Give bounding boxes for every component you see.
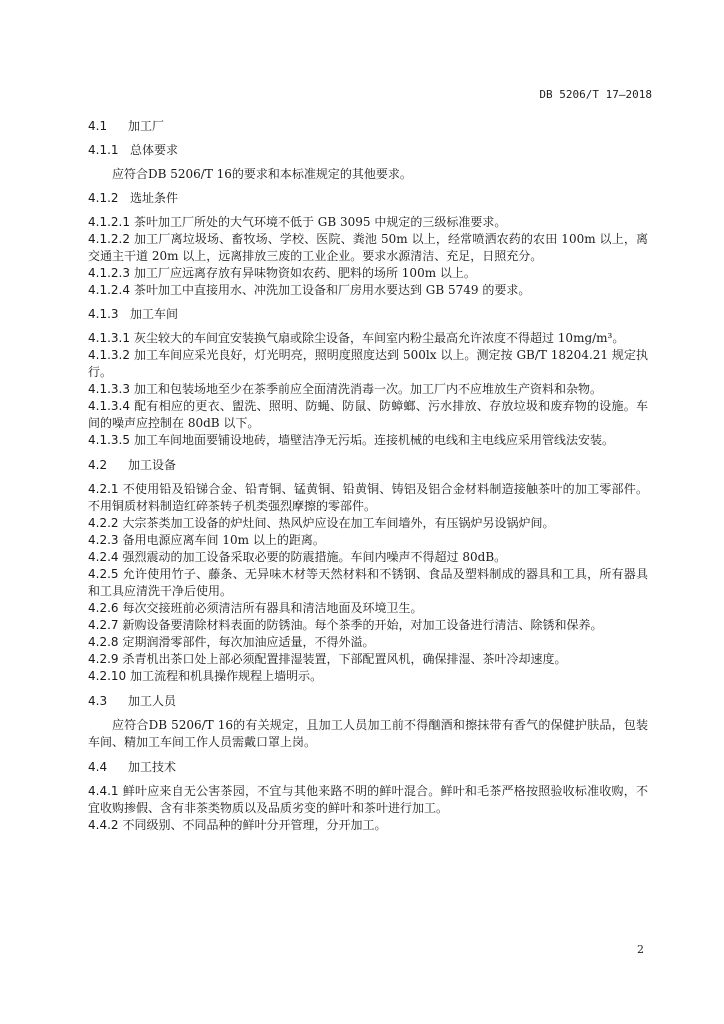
clause-number: 4.2.8 (88, 635, 119, 649)
section-number: 4.1.1 (88, 143, 119, 157)
section-title: 加工设备 (128, 458, 177, 472)
section-heading (88, 759, 648, 776)
clause-number: 4.2.3 (88, 533, 119, 547)
clause-number: 4.1.3.5 (88, 433, 130, 447)
section-number: 4.1.2 (88, 191, 119, 205)
clause-number: 4.2.6 (88, 601, 119, 615)
section-title: 加工厂 (128, 119, 165, 133)
paragraph: 应符合DB 5206/T 16的要求和本标准规定的其他要求。 (112, 167, 412, 181)
section-number: 4.3 (88, 694, 108, 708)
clause-text: 备用电源应离车间 10m 以上的距离。 (122, 533, 325, 547)
section-title: 选址条件 (130, 191, 179, 205)
clause-text: 加工车间地面要铺设地砖，墙壁洁净无污垢。连接机械的电线和主电线应采用管线法安装。 (133, 433, 614, 447)
clause (88, 265, 648, 282)
clause-number: 4.2.7 (88, 618, 119, 632)
section-heading (88, 142, 648, 159)
clause-text: 杀青机出茶口处上部必须配置排湿装置，下部配置风机，确保排湿、茶叶冷却速度。 (122, 652, 567, 666)
clause-text: 加工厂应远离存放有异味物资如农药、肥料的场所 100m 以上。 (133, 266, 476, 280)
clause-number: 4.2.9 (88, 652, 119, 666)
clause-text: 茶叶加工厂所处的大气环境不低于 GB 3095 中规定的三级标准要求。 (133, 215, 507, 229)
clause (88, 783, 648, 817)
clause-number: 4.1.2.1 (88, 215, 130, 229)
clause (88, 817, 648, 834)
clause-number: 4.2.5 (88, 567, 119, 581)
clause-number: 4.1.3.2 (88, 348, 130, 362)
clause-number: 4.4.1 (88, 784, 119, 798)
clause-text: 加工和包装场地至少在茶季前应全面清洗消毒一次。加工厂内不应堆放生产资料和杂物。 (133, 382, 602, 396)
section-heading (88, 693, 648, 710)
clause-text: 不同级别、不同品种的鲜叶分开管理，分开加工。 (122, 818, 387, 832)
clause (88, 634, 648, 651)
clause-number: 4.2.2 (88, 516, 119, 530)
paragraph: 应符合DB 5206/T 16的有关规定，且加工人员加工前不得酗酒和擦抹带有香气的保健护肤品，包装车间、精加工车间工作人员需戴口罩上岗。 (88, 718, 648, 749)
clause-text: 强烈震动的加工设备采取必要的防震措施。车间内噪声不得超过 80dB。 (122, 550, 507, 564)
clause-number: 4.1.3.3 (88, 382, 130, 396)
section-number: 4.1 (88, 119, 108, 133)
clause-number: 4.2.1 (88, 482, 119, 496)
section-number: 4.1.3 (88, 307, 119, 321)
clause-text: 加工车间应采光良好，灯光明亮，照明度照度达到 500lx 以上。测定按 GB/T 18204.21 规定执行。 (88, 348, 648, 379)
clause-text: 大宗茶类加工设备的炉灶间、热风炉应设在加工车间墙外，有压锅炉另设锅炉间。 (122, 516, 555, 530)
document-body (88, 118, 648, 834)
clause (88, 549, 648, 566)
clause (88, 651, 648, 668)
clause (88, 532, 648, 549)
section-title: 加工人员 (128, 694, 177, 708)
clause-number: 4.4.2 (88, 818, 119, 832)
document-code: DB 5206/T 17—2018 (539, 88, 652, 101)
page-number: 2 (637, 943, 644, 956)
clause (88, 282, 648, 299)
clause-number: 4.1.2.3 (88, 266, 130, 280)
clause-number: 4.1.3.4 (88, 399, 130, 413)
clause (88, 398, 648, 432)
clause (88, 515, 648, 532)
section-heading (88, 190, 648, 207)
section-title: 加工技术 (128, 760, 177, 774)
section-heading (88, 306, 648, 323)
clause (88, 481, 648, 515)
clause (88, 432, 648, 449)
clause-text: 鲜叶应来自无公害茶园，不宜与其他来路不明的鲜叶混合。鲜叶和毛茶严格按照验收标准收购，不宜收购掺假、含有非茶类物质以及品质劣变的鲜叶和茶叶进行加工。 (88, 784, 648, 815)
clause-number: 4.2.10 (88, 669, 127, 683)
clause (88, 600, 648, 617)
section-title: 总体要求 (130, 143, 179, 157)
clause-number: 4.1.3.1 (88, 331, 130, 345)
section-heading (88, 457, 648, 474)
clause-text: 加工厂离垃圾场、畜牧场、学校、医院、粪池 50m 以上，经常喷洒农药的农田 100m 以上，离交通主干道 20m 以上，远离排放三废的工业企业。要求水源清洁、充足，日照充分。 (88, 232, 648, 263)
clause (88, 214, 648, 231)
section-number: 4.4 (88, 760, 108, 774)
clause-text: 灰尘较大的车间宜安装换气扇或除尘设备，车间室内粉尘最高允许浓度不得超过 10mg/m³。 (133, 331, 625, 345)
clause-text: 每次交接班前必须清洁所有器具和清洁地面及环境卫生。 (122, 601, 423, 615)
clause-text: 允许使用竹子、藤条、无异味木材等天然材料和不锈钢、食品及塑料制成的器具和工具，所有器具和工具应清洗干净后使用。 (88, 567, 648, 598)
clause-text: 茶叶加工中直接用水、冲洗加工设备和厂房用水要达到 GB 5749 的要求。 (133, 283, 531, 297)
section-title: 加工车间 (130, 307, 179, 321)
clause (88, 668, 648, 685)
section-heading (88, 118, 648, 135)
clause-number: 4.1.2.4 (88, 283, 130, 297)
clause-text: 加工流程和机具操作规程上墙明示。 (130, 669, 323, 683)
clause (88, 330, 648, 347)
clause-number: 4.2.4 (88, 550, 119, 564)
clause-text: 配有相应的更衣、盥洗、照明、防蝇、防鼠、防蟑螂、污水排放、存放垃圾和废弃物的设施。车间的噪声应控制在 80dB 以下。 (88, 399, 648, 430)
clause (88, 231, 648, 265)
clause (88, 381, 648, 398)
clause-text: 不使用铅及铅锑合金、铅青铜、锰黄铜、铅黄铜、铸铝及铝合金材料制造接触茶叶的加工零部件。不用铜质材料制造红碎茶转子机类强烈摩擦的零部件。 (88, 482, 648, 513)
clause-text: 新购设备要清除材料表面的防锈油。每个茶季的开始，对加工设备进行清洁、除锈和保养。 (122, 618, 603, 632)
clause (88, 347, 648, 381)
clause-number: 4.1.2.2 (88, 232, 130, 246)
section-number: 4.2 (88, 458, 108, 472)
clause-text: 定期润滑零部件，每次加油应适量，不得外溢。 (122, 635, 375, 649)
clause (88, 617, 648, 634)
clause (88, 566, 648, 600)
